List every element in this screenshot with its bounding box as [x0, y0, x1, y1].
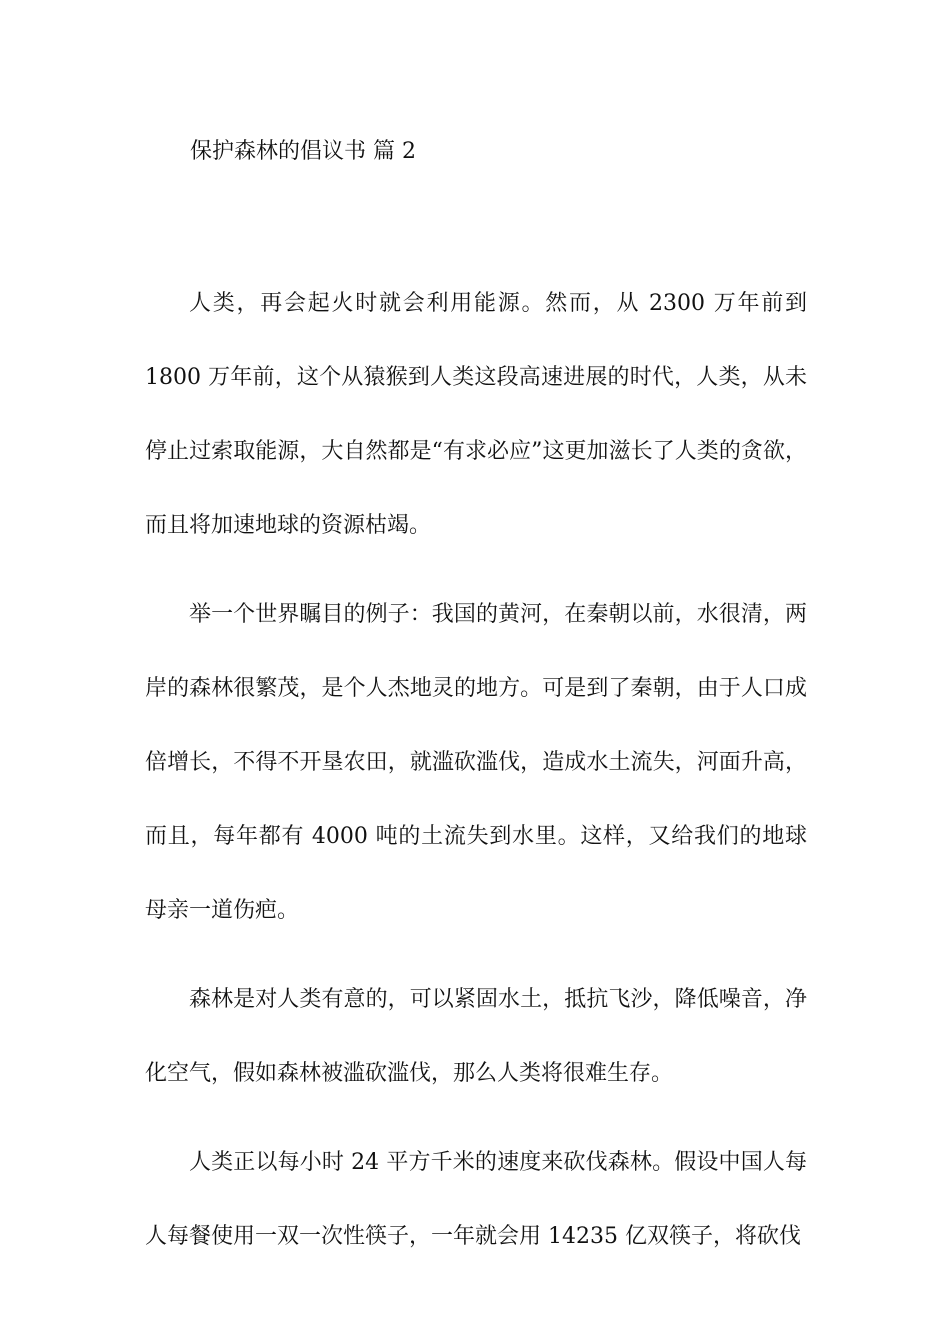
paragraph: 森林是对人类有意的，可以紧固水土，抵抗飞沙，降低噪音，净化空气，假如森林被滥砍滥伐，那么人类将很难生存。 [145, 987, 807, 1086]
paragraph: 举一个世界瞩目的例子：我国的黄河，在秦朝以前，水很清，两岸的森林很繁茂，是个人杰地灵的地方。可是到了秦朝，由于人口成倍增长，不得不开垦农田，就滥砍滥伐，造成水土流失，河面升高，而且，每年都有 4000 吨的土流失到水里。这样，又给我们的地球母亲一道伤疤。 [145, 602, 807, 923]
document-body [145, 282, 807, 1304]
paragraph: 人类，再会起火时就会利用能源。然而，从 2300 万年前到 1800 万年前，这个从猿猴到人类这段高速进展的时代，人类，从未停止过索取能源，大自然都是“有求必应”这更加滋长了人类的贪欲，而且将加速地球的资源枯竭。 [145, 291, 807, 538]
document-title: 保护森林的倡议书 篇 2 [190, 139, 416, 164]
paragraph: 人类正以每小时 24 平方千米的速度来砍伐森林。假设中国人每人每餐使用一双一次性筷子，一年就会用 14235 亿双筷子，将砍伐 [145, 1150, 807, 1249]
